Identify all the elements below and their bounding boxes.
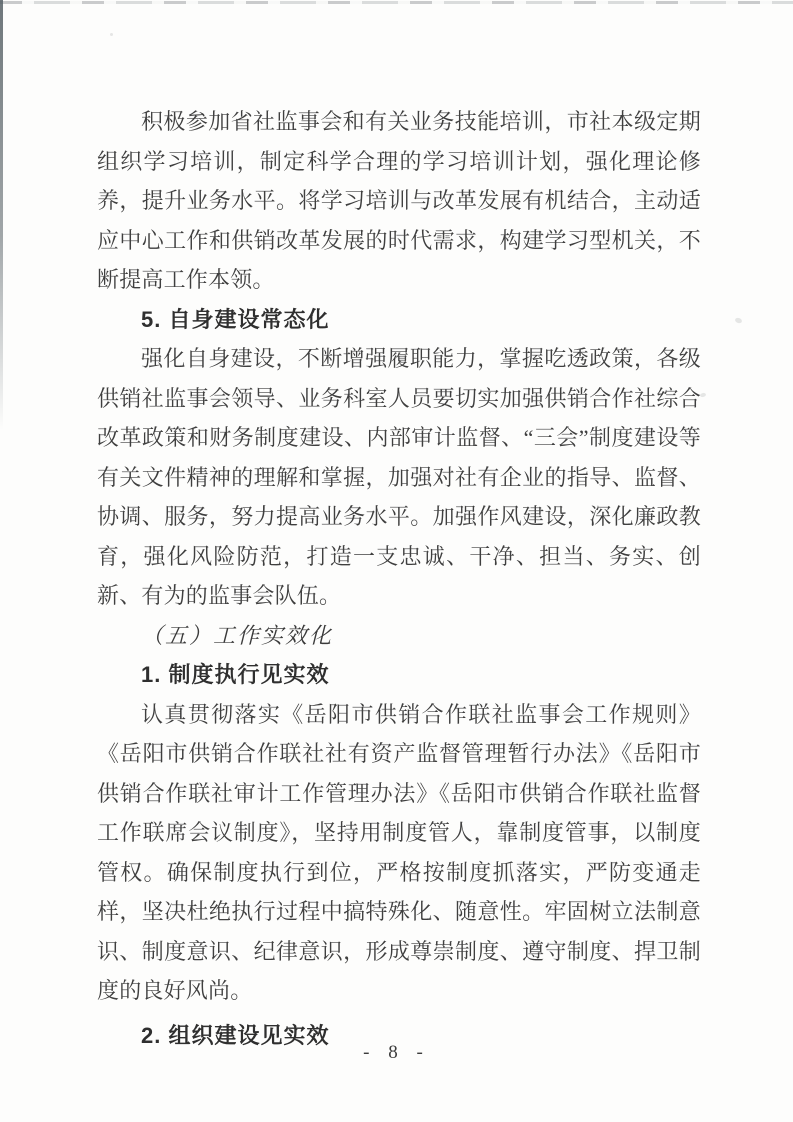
document-body xyxy=(97,102,701,1055)
heading-section-five-work-effectiveness: （五）工作实效化 xyxy=(141,622,334,648)
paragraph-training-participation: 积极参加省社监事会和有关业务技能培训，市社本级定期组织学习培训，制定科学合理的学习培训计划，强化理论修养，提升业务水平。将学习培训与改革发展有机结合，主动适应中心工作和供销改革发展的时代需求，构建学习型机关，不断提高工作本领。 xyxy=(97,109,701,292)
paragraph-system-implementation-detail: 认真贯彻落实《岳阳市供销合作联社监事会工作规则》《岳阳市供销合作联社社有资产监督管理暂行办法》《岳阳市供销合作联社审计工作管理办法》《岳阳市供销合作联社监督工作联席会议制度》，坚持用制度管人，靠制度管事，以制度管权。确保制度执行到位，严格按制度抓落实，严防变通走样，坚决杜绝执行过程中搞特殊化、随意性。牢固树立法制意识、制度意识、纪律意识，形成尊崇制度、遵守制度、捍卫制度的良好风尚。 xyxy=(97,701,701,1003)
heading-system-execution-effectiveness: 1. 制度执行见实效 xyxy=(141,662,330,687)
paragraph-self-construction-detail: 强化自身建设，不断增强履职能力，掌握吃透政策，各级供销社监事会领导、业务科室人员要切实加强供销合作社综合改革政策和财务制度建设、内部审计监督、“三会”制度建设等有关文件精神的理解和掌握，加强对社有企业的指导、监督、协调、服务，努力提高业务水平。加强作风建设，深化廉政教育，强化风险防范，打造一支忠诚、干净、担当、务实、创新、有为的监事会队伍。 xyxy=(97,346,701,608)
scan-smudge xyxy=(110,33,113,36)
page-number: - 8 - xyxy=(363,1042,430,1063)
heading-organization-construction-effectiveness: 2. 组织建设见实效 xyxy=(141,1022,330,1048)
scan-smudge xyxy=(734,317,742,324)
heading-self-construction-normalization: 5. 自身建设常态化 xyxy=(141,306,330,332)
scan-edge-top-artifact xyxy=(0,1,793,4)
scan-edge-left-artifact xyxy=(0,0,3,430)
